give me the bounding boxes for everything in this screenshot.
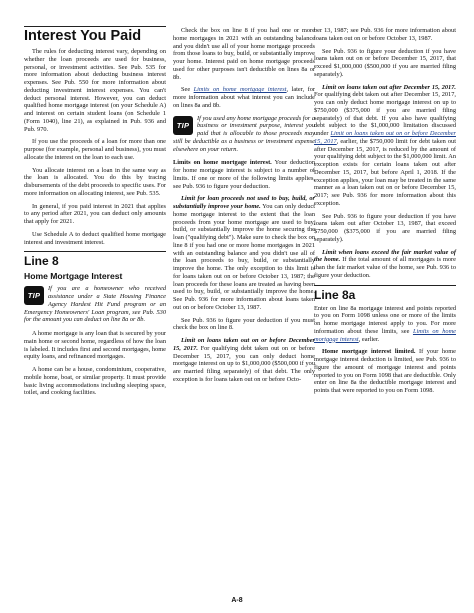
text-span: Your deduction for home mortgage interest is subject to a number of limits. If one or more of the following limits applies, see Pub. 936 to figure your deduction.: [173, 159, 315, 190]
paragraph: [173, 195, 315, 311]
run-in-heading: Limit on loans taken out after December 15, 2017.: [322, 83, 456, 91]
paragraph: See Pub. 936 to figure your deduction if you have loans taken out after October 13, 1987, that exceed $750,000 ($375,000 if you are married filing separately).: [314, 212, 456, 243]
text-span: For qualifying debt taken out on or before December 15, 2017, you can only deduct home mortgage interest on up to $1,000,000 ($500,000 if you are married filing separately) of that debt. The only exception is for loans taken out on or before Octo-: [173, 344, 315, 383]
limits-link[interactable]: Limits on home mortgage interest: [193, 86, 287, 94]
page-number: A-8: [231, 597, 243, 604]
column-left: [24, 22, 166, 402]
paragraph: Use Schedule A to deduct qualified home mortgage interest and investment interest.: [24, 230, 166, 246]
paragraph: You allocate interest on a loan in the same way as the loan is allocated. You do this by tracing disbursements of the debt proceeds to specific uses. For more information on allocating interest, see Pub. 535.: [24, 166, 166, 197]
tip-box: [24, 285, 166, 324]
paragraph: [314, 249, 456, 280]
text-span: , earlier, the $750,000 limit for debt taken out after December 15, 2017, is reduced by the amount of your qualifying debt subject to the $1,000,000 limit. An exception exists for certain loans taken out after December 15, 2017, but before April 1, 2018. If the exception applies, your loan may be treated in the same manner as a loan taken out on or before December 15, 2017; see Pub. 936 for more information about this exception.: [314, 137, 456, 207]
section-title: Interest You Paid: [24, 28, 142, 44]
text-span: For qualifying debt taken out after December 15, 2017, you can only deduct home mortgage interest on up to $750,000 ($375,000 if you are married filing separately) of that debt. If you also have qualifying debt subject to the $1,000,000 limitation discussed under: [314, 91, 456, 137]
paragraph: The rules for deducting interest vary, depending on whether the loan proceeds are used for business, personal, or investment activities. See Pub. 535 for more information about deducting business interest expenses. See Pub. 550 for more information about deducting investment interest expenses. You can't deduct personal interest. However, you can deduct qualified home mortgage interest (on your Schedule A) and interest on certain student loans (on Schedule 1 (Form 1040), line 21), as explained in Pub. 936 and Pub. 970.: [24, 48, 166, 133]
run-in-heading: Limit on loans taken out on or before December 15, 2017.: [173, 337, 315, 352]
column-middle: [173, 27, 315, 389]
text-span: , earlier.: [358, 335, 380, 343]
line-heading: Line 8: [24, 251, 166, 268]
tip-text: If you used any home mortgage proceeds for a business or investment purpose, interest you paid that is allocable to those proceeds may still be deductible as a business or investment expense elsewhere on your return.: [173, 114, 315, 153]
limit-link[interactable]: Limit on loans taken out on or before December 15, 2017: [314, 130, 456, 145]
paragraph: [314, 84, 456, 208]
paragraph: A home mortgage is any loan that is secured by your main home or second home, regardless of how the loan is labeled. It includes first and second mortgages, home equity loans, and refinanced mortgages.: [24, 330, 166, 361]
paragraph: [173, 86, 315, 109]
line-heading: Line 8a: [314, 285, 456, 302]
tip-box: [173, 115, 315, 154]
text-span: If the total amount of all mortgages is more than the fair market value of the home, see Pub. 936 to figure your deduction.: [314, 256, 456, 279]
run-in-heading: Limit for loan proceeds not used to buy, build, or substantially improve your home.: [173, 195, 315, 210]
paragraph: In general, if you paid interest in 2021 that applies to any period after 2021, you can deduct only amounts that apply for 2021.: [24, 202, 166, 225]
paragraph: [173, 337, 315, 384]
paragraph: ber 13, 1987; see Pub. 936 for more information about loans taken out on or before October 13, 1987.: [314, 27, 456, 42]
text-span: You can only deduct home mortgage interest to the extent that the loan proceeds from your home mortgage are used to buy, build, or substantially improve the home securing the loan ("qualifying debt"). Make sure to check the box on line 8 if you had one or more home mortgages in 2021 with an outstanding balance and you didn't use all of the loan proceeds to buy, build, or substantially improve the home. The only exception to this limit is for loans taken out on or before October 13, 1987; the loan proceeds for these loans are treated as having been used to buy, build, or substantially improve the home. See Pub. 936 for more information about loans taken out on or before October 13, 1987.: [173, 203, 315, 311]
tip-icon: TIP: [24, 286, 44, 305]
limits-link[interactable]: Limits on home mortgage interest: [314, 327, 456, 343]
paragraph: See Pub. 936 to figure your deduction if you have loans taken out on or before December 15, 2017, that exceed $1,000,000 ($500,000 if you are married filing separately).: [314, 47, 456, 78]
paragraph: [314, 348, 456, 395]
text-span: See: [181, 86, 194, 94]
run-in-heading: Limits on home mortgage interest.: [173, 159, 272, 167]
text-span: Enter on line 8a mortgage interest and points reported to you on Form 1098 unless one or more of the limits on home mortgage interest apply to you. For more information about these limits, see: [314, 304, 456, 335]
paragraph: If you use the proceeds of a loan for more than one purpose (for example, personal and business), you must allocate the interest on the loan to each use.: [24, 138, 166, 161]
text-span: , later, for more information about what interest you can include on lines 8a and 8b.: [173, 86, 316, 109]
paragraph: [173, 159, 315, 190]
paragraph: Check the box on line 8 if you had one or more home mortgages in 2021 with an outstanding balance and you didn't use all of your home mortgage proceeds from those loans to buy, build, or substantially improve your home. Interest paid on home mortgage proceeds used for other purposes isn't deductible on lines 8a or 8b.: [173, 27, 315, 81]
paragraph: [314, 305, 456, 344]
tip-text: If you are a homeowner who received assistance under a State Housing Finance Agency Hardest Hit Fund program or an Emergency Homeowners' Loan program, see Pub. 530 for the amount you can deduct on line 8a or 8b.: [24, 285, 166, 324]
run-in-heading: Home mortgage interest limited.: [322, 348, 416, 356]
text-span: If your home mortgage interest deduction is limited, see Pub. 936 to figure the amount of mortgage interest and points reported to you on Form 1098 that are deductible. Only enter on line 8a the deductible mortgage interest and points that were reported to you on Form 1098.: [314, 348, 456, 394]
paragraph: See Pub. 936 to figure your deduction if you must check the box on line 8.: [173, 316, 315, 332]
sub-heading: Home Mortgage Interest: [24, 271, 123, 282]
paragraph: A home can be a house, condominium, cooperative, mobile home, boat, or similar property. It must provide basic living accommodations including sleeping space, toilet, and cooking facilities.: [24, 366, 166, 397]
column-right: [314, 27, 456, 400]
run-in-heading: Limit when loans exceed the fair market value of the home.: [314, 248, 456, 264]
tip-icon: TIP: [173, 116, 193, 135]
